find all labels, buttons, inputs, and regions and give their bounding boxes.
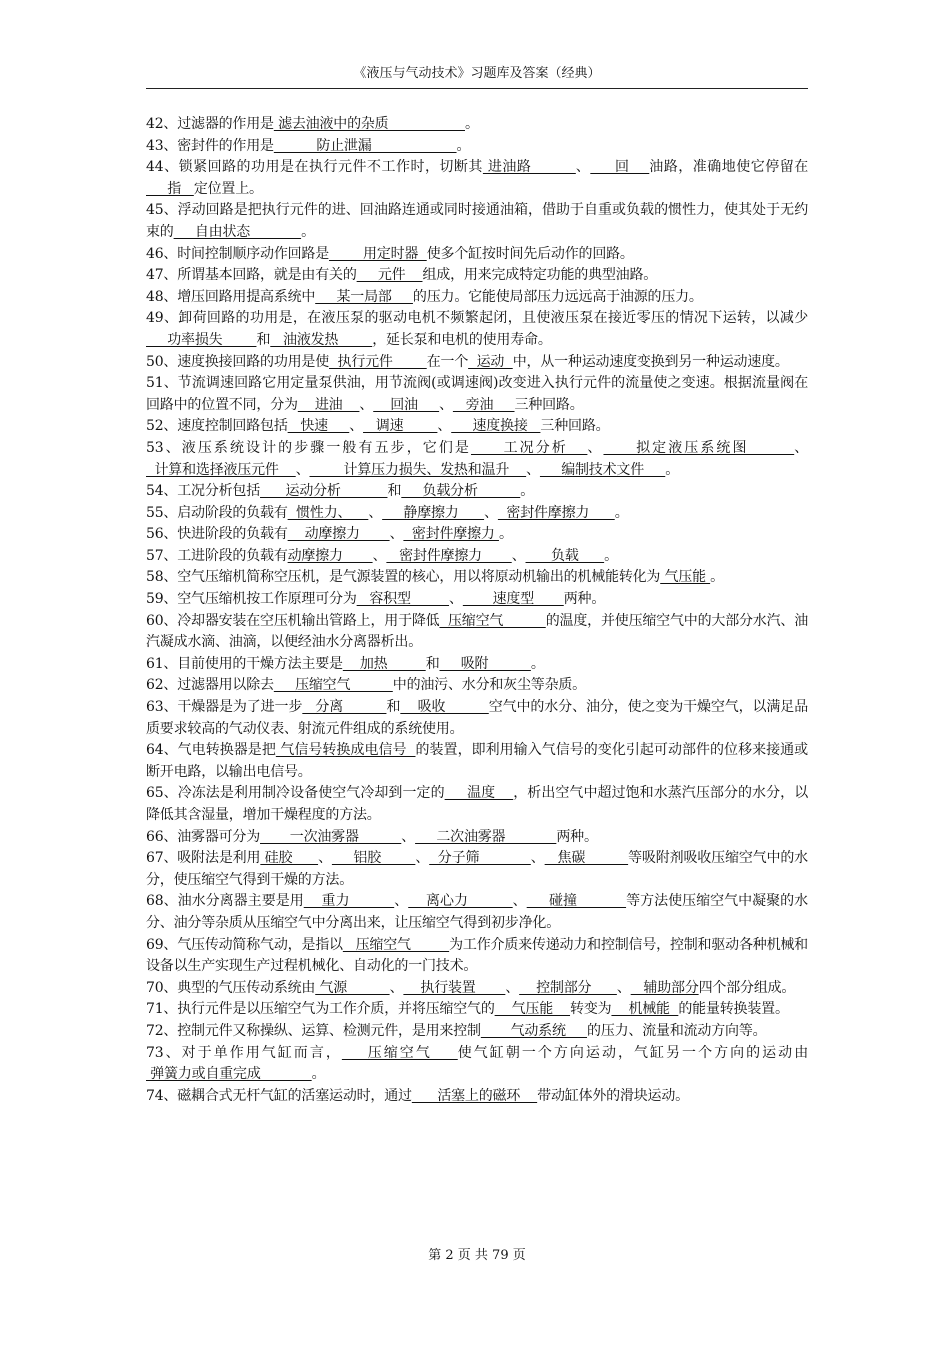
question-text: 64、气电转换器是把 <box>146 742 276 759</box>
question-text: 61、目前使用的干燥方法主要是 <box>146 655 343 672</box>
answer-blank: 自由状态 <box>173 223 302 240</box>
answer-blank: 气信号转换成电信号 <box>275 742 416 759</box>
page-footer: 第 2 页 共 79 页 <box>428 1248 526 1263</box>
question-text: 。 <box>604 547 618 564</box>
answer-blank: 执行元件 <box>329 353 427 370</box>
question-text: 的温度，并使压缩空气中的大部分水汽、油汽凝成水滴、油滴，以便经油水分离器析出。 <box>146 612 809 651</box>
answer-blank: 工况分析 <box>470 439 588 456</box>
answer-blank: 密封件摩擦力 <box>386 547 512 564</box>
question-text: 67、吸附法是利用 <box>146 850 261 867</box>
question-text: 组成，用来完成特定功能的典型油路。 <box>422 267 658 284</box>
exercise-item <box>146 589 808 611</box>
question-text: 、 <box>389 526 404 543</box>
exercise-item <box>146 265 808 287</box>
question-text: 带动缸体外的滑块运动。 <box>537 1087 689 1104</box>
answer-blank: 压缩空气 <box>341 1044 458 1061</box>
question-text: 和 <box>425 655 440 672</box>
exercise-item <box>146 848 808 891</box>
question-text: 42、过滤器的作用是 <box>146 116 274 132</box>
exercise-item <box>146 200 808 243</box>
question-text: 四个部分组成。 <box>698 979 796 996</box>
question-text: 。 <box>456 137 471 154</box>
answer-blank: 一次油雾器 <box>260 828 402 845</box>
question-text: 68、油水分离器主要是用 <box>146 893 304 910</box>
question-text: 、 <box>575 159 591 176</box>
answer-blank: 滤去油液中的杂质 <box>273 116 465 132</box>
question-text: 。 <box>710 569 724 586</box>
answer-blank: 运动分析 <box>260 483 388 500</box>
question-text: 、 <box>359 396 374 413</box>
exercise-item <box>146 567 808 589</box>
question-text: 在一个 <box>426 353 469 370</box>
exercise-item <box>146 373 808 416</box>
question-text: 、 <box>484 504 498 521</box>
answer-blank: 活塞上的磁环 <box>411 1087 538 1104</box>
answer-blank: 计算压力损失、发热和温升 <box>309 461 527 478</box>
exercise-item <box>146 675 808 697</box>
question-text: 使多个缸按时间先后动作的回路。 <box>426 245 634 262</box>
exercise-item <box>146 783 808 826</box>
answer-blank: 元件 <box>356 267 423 284</box>
answer-blank: 控制部分 <box>519 979 617 996</box>
answer-blank: 密封件摩擦力 <box>403 526 499 543</box>
answer-blank: 弹簧力或自重完成 <box>146 1066 312 1083</box>
question-text: 使气缸朝一个方向运动，气缸另一个方向的运动由 <box>457 1044 809 1061</box>
answer-blank: 压缩空气 <box>342 936 450 953</box>
exercise-item <box>146 308 808 351</box>
question-text: 69、气压传动简称气动，是指以 <box>146 936 343 953</box>
question-text: 中，从一种运动速度变换到另一种运动速度。 <box>512 353 789 370</box>
question-text: 、 <box>295 461 310 478</box>
question-text: 53、液压系统设计的步骤一般有五步，它们是 <box>146 439 471 456</box>
question-text: 中的油污、水分和灰尘等杂质。 <box>392 677 586 694</box>
answer-blank: 压缩空气 <box>439 612 546 629</box>
exercise-item <box>146 114 808 136</box>
question-text: 两种。 <box>563 591 606 608</box>
question-text: 、 <box>401 828 416 845</box>
question-text: 等方法使压缩空气中凝聚的水分、油分等杂质从压缩空气中分离出来，让压缩空气得到初步净化。 <box>146 893 808 931</box>
question-text: 、 <box>437 418 452 435</box>
question-text: 60、冷却器安装在空压机输出管路上，用于降低 <box>146 612 440 629</box>
question-text: 两种。 <box>556 828 598 845</box>
question-text: 。 <box>520 483 535 500</box>
answer-blank: 惯性力、 <box>287 504 369 521</box>
exercise-item <box>146 999 808 1021</box>
question-text: 为工作介质来传递动力和控制信号，控制和驱动各种机械和设备以生产实现生产过程机械化、自动化的一门技术。 <box>146 936 808 975</box>
answer-blank: 铝胶 <box>331 850 416 867</box>
question-text: 58、空气压缩机简称空压机，是气源装置的核心，用以将原动机输出的机械能转化为 <box>146 569 661 586</box>
question-text: 。 <box>311 1066 326 1083</box>
question-text: 71、执行元件是以压缩空气为工作介质，并将压缩空气的 <box>146 1001 495 1018</box>
exercise-item <box>146 287 808 309</box>
exercise-item <box>146 546 808 568</box>
exercise-item <box>146 654 808 676</box>
answer-blank: 加热 <box>342 655 426 672</box>
exercise-item <box>146 157 808 200</box>
exercise-list <box>146 114 808 1107</box>
question-text: 和 <box>387 483 402 500</box>
question-text: 44、锁紧回路的功用是在执行元件不工作时，切断其 <box>146 159 483 176</box>
question-text: 三种回路。 <box>514 396 584 413</box>
answer-blank: 进油 <box>297 396 360 413</box>
question-text: 转变为 <box>570 1001 612 1018</box>
answer-blank: 回油 <box>373 396 440 413</box>
exercise-item <box>146 827 808 849</box>
exercise-item <box>146 244 808 266</box>
answer-blank: 辅助部分 <box>630 979 699 996</box>
answer-blank: 静摩擦力 <box>382 504 485 521</box>
question-text: 和 <box>256 331 271 348</box>
question-text: 等吸附剂吸收压缩空气中的水分，使压缩空气得到干燥的方法。 <box>146 850 808 888</box>
answer-blank: 动摩擦力 <box>287 547 373 564</box>
answer-blank: 气源 <box>315 979 390 996</box>
answer-blank: 防止泄漏 <box>273 137 457 154</box>
question-text: 、 <box>511 547 526 564</box>
question-text: 、 <box>794 439 808 456</box>
answer-blank: 温度 <box>444 785 514 802</box>
question-text: 62、过滤器用以除去 <box>146 677 274 694</box>
answer-blank: 碰撞 <box>526 893 627 910</box>
exercise-item <box>146 352 808 374</box>
question-text: 43、密封件的作用是 <box>146 137 274 154</box>
question-text: 、 <box>512 893 527 910</box>
question-text: 的能量转换装置。 <box>678 1001 789 1018</box>
exercise-item <box>146 136 808 158</box>
question-text: 57、工进阶段的负载有 <box>146 547 288 564</box>
question-text: 74、磁耦合式无杆气缸的活塞运动时，通过 <box>146 1087 412 1104</box>
question-text: 。 <box>464 116 479 132</box>
answer-blank: 吸附 <box>439 655 531 672</box>
answer-blank: 动摩擦力 <box>287 526 390 543</box>
question-text: 73、对于单作用气缸而言， <box>146 1044 342 1061</box>
answer-blank: 分离 <box>302 699 387 716</box>
answer-blank: 运动 <box>468 353 513 370</box>
answer-blank: 负载 <box>525 547 605 564</box>
exercise-item <box>146 697 808 740</box>
question-text: 66、油雾器可分为 <box>146 828 261 845</box>
question-text: 56、快进阶段的负载有 <box>146 526 288 543</box>
question-text: 46、时间控制顺序动作回路是 <box>146 245 330 262</box>
answer-blank: 调速 <box>363 418 438 435</box>
question-text: 48、增压回路用提高系统中 <box>146 288 316 305</box>
question-text: 的压力、流量和流动方向等。 <box>587 1022 767 1039</box>
answer-blank: 容积型 <box>356 591 450 608</box>
question-text: ，延长泵和电机的使用寿命。 <box>372 331 552 348</box>
answer-blank: 计算和选择液压元件 <box>146 461 296 478</box>
answer-blank: 快速 <box>287 418 350 435</box>
question-text: 、 <box>616 979 631 996</box>
exercise-item <box>146 740 808 783</box>
answer-blank: 编制技术文件 <box>539 461 666 478</box>
answer-blank: 气压能 <box>494 1001 571 1018</box>
question-text: 、 <box>449 591 463 608</box>
question-text: 定位置上。 <box>193 180 263 197</box>
answer-blank: 速度换接 <box>451 418 541 435</box>
answer-blank: 分子筛 <box>429 850 531 867</box>
question-text: 、 <box>587 439 604 456</box>
answer-blank: 拟定液压系统图 <box>603 439 795 456</box>
question-text: 52、速度控制回路包括 <box>146 418 288 435</box>
exercise-item <box>146 935 808 978</box>
answer-blank: 气压能 <box>660 569 711 586</box>
question-text: 49、卸荷回路的功用是，在液压泵的驱动电机不频繁起闭，且使液压泵在接近零压的情况下运转，以减少 <box>146 310 808 327</box>
question-text: 59、空气压缩机按工作原理可分为 <box>146 591 357 608</box>
question-text: 65、冷冻法是利用制冷设备使空气冷却到一定的 <box>146 785 445 802</box>
answer-blank: 进油路 <box>482 159 576 176</box>
answer-blank: 压缩空气 <box>273 677 393 694</box>
exercise-item <box>146 438 808 481</box>
question-text: 63、干燥器是为了进一步 <box>146 699 303 716</box>
exercise-item <box>146 891 808 934</box>
question-text: 、 <box>318 850 332 867</box>
exercise-item <box>146 611 808 654</box>
answer-blank: 功率损失 <box>146 331 257 348</box>
answer-blank: 重力 <box>303 893 395 910</box>
question-text: 47、所谓基本回路，就是由有关的 <box>146 267 357 284</box>
exercise-item <box>146 1043 808 1086</box>
answer-blank: 指 <box>146 180 194 197</box>
question-text: 54、工况分析包括 <box>146 483 261 500</box>
exercise-item <box>146 978 808 1000</box>
exercise-item <box>146 1086 808 1108</box>
answer-blank: 机械能 <box>611 1001 679 1018</box>
question-text: 。 <box>301 223 315 240</box>
question-text: 、 <box>368 504 383 521</box>
question-text: 的压力。它能使局部压力远远高于油源的压力。 <box>412 288 703 305</box>
question-text: 油路，准确地使它停留在 <box>649 159 808 176</box>
question-text: 、 <box>349 418 364 435</box>
question-text: 51、节流调速回路它用定量泵供油，用节流阀(或调速阀)改变进入执行元件的流量使之变速。根据流量阀在回路中的位置不同，分为 <box>146 375 808 413</box>
question-text: 。 <box>530 655 545 672</box>
answer-blank: 旁油 <box>452 396 515 413</box>
answer-blank: 密封件摩擦力 <box>497 504 615 521</box>
exercise-item <box>146 503 808 525</box>
question-text: 三种回路。 <box>540 418 610 435</box>
exercise-item <box>146 524 808 546</box>
exercise-item <box>146 416 808 438</box>
question-text: 。 <box>498 526 513 543</box>
answer-blank: 气动系统 <box>480 1022 588 1039</box>
answer-blank: 吸收 <box>400 699 489 716</box>
question-text: ，析出空气中超过饱和水蒸汽压部分的水分，以降低其含湿量，增加干燥程度的方法。 <box>146 785 808 823</box>
answer-blank: 负载分析 <box>401 483 521 500</box>
answer-blank: 油液发热 <box>270 331 373 348</box>
answer-blank: 速度型 <box>462 591 564 608</box>
answer-blank: 二次油雾器 <box>415 828 557 845</box>
question-text: 。 <box>665 461 680 478</box>
question-text: 70、典型的气压传动系统由 <box>146 979 316 996</box>
question-text: 55、启动阶段的负载有 <box>146 504 288 521</box>
answer-blank: 离心力 <box>408 893 513 910</box>
question-text: 、 <box>394 893 409 910</box>
question-text: 和 <box>386 699 401 716</box>
answer-blank: 某一局部 <box>315 288 413 305</box>
question-text: 、 <box>372 547 387 564</box>
exercise-item <box>146 481 808 503</box>
question-text: 、 <box>526 461 540 478</box>
question-text: 的装置，即利用输入气信号的变化引起可动部件的位移来接通或断开电路，以输出电信号。 <box>146 742 808 780</box>
exercise-item <box>146 1021 808 1043</box>
answer-blank: 用定时器 <box>329 245 427 262</box>
question-text: 、 <box>439 396 453 413</box>
question-text: 。 <box>614 504 629 521</box>
question-text: 、 <box>389 979 404 996</box>
answer-blank: 焦碳 <box>544 850 629 867</box>
question-text: 50、速度换接回路的功用是使 <box>146 353 330 370</box>
answer-blank: 硅胶 <box>260 850 319 867</box>
page-header: 《液压与气动技术》习题库及答案（经典） <box>146 63 808 89</box>
question-text: 72、控制元件又称操纵、运算、检测元件，是用来控制 <box>146 1022 481 1039</box>
question-text: 空气中的水分、油分，使之变为干燥空气，以满足品质要求较高的气动仪表、射流元件组成的系统使用。 <box>146 699 808 737</box>
answer-blank: 回 <box>590 159 650 176</box>
question-text: 45、浮动回路是把执行元件的进、回油路连通或同时接通油箱，借助于自重或负载的惯性力，使其处于无约束的 <box>146 202 808 240</box>
question-text: 、 <box>505 979 520 996</box>
question-text: 、 <box>530 850 545 867</box>
question-text: 、 <box>415 850 430 867</box>
answer-blank: 执行装置 <box>403 979 506 996</box>
